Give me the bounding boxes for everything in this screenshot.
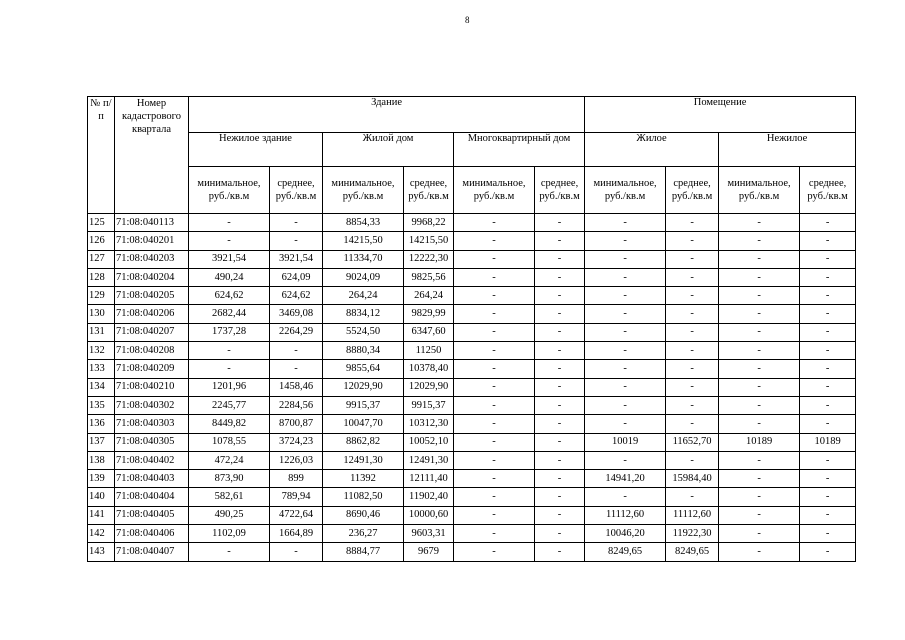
cell-nonres-building-avg: 2264,29 bbox=[270, 323, 323, 341]
cell-nonres-building-min: 2245,77 bbox=[189, 396, 270, 414]
cell-nonres-building-min: - bbox=[189, 232, 270, 250]
cell-nonres-building-avg: 624,62 bbox=[270, 287, 323, 305]
cell-nonres-premises-min: - bbox=[719, 268, 800, 286]
cell-res-house-avg: 10312,30 bbox=[404, 415, 454, 433]
cell-num: 126 bbox=[88, 232, 115, 250]
table-row bbox=[88, 250, 856, 268]
cell-res-premises-min: - bbox=[585, 232, 666, 250]
cell-res-house-min: 11392 bbox=[323, 470, 404, 488]
cell-nonres-premises-avg: - bbox=[800, 451, 856, 469]
cell-res-house-avg: 9679 bbox=[404, 543, 454, 561]
cell-nonres-building-min: - bbox=[189, 342, 270, 360]
header-min: минимальное, руб./кв.м bbox=[323, 167, 404, 214]
cell-nonres-premises-avg: - bbox=[800, 415, 856, 433]
cell-nonres-building-min: 490,24 bbox=[189, 268, 270, 286]
cell-nonres-premises-min: - bbox=[719, 342, 800, 360]
cell-num: 142 bbox=[88, 525, 115, 543]
cell-nonres-building-min: 582,61 bbox=[189, 488, 270, 506]
cell-num: 131 bbox=[88, 323, 115, 341]
cell-cadastral-quarter: 71:08:040207 bbox=[115, 323, 189, 341]
table-row bbox=[88, 232, 856, 250]
header-nonresidential-building: Нежилое здание bbox=[189, 133, 323, 167]
cell-nonres-premises-min: - bbox=[719, 543, 800, 561]
header-avg: среднее, руб./кв.м bbox=[535, 167, 585, 214]
cell-cadastral-quarter: 71:08:040302 bbox=[115, 396, 189, 414]
cell-nonres-building-avg: - bbox=[270, 543, 323, 561]
cell-num: 143 bbox=[88, 543, 115, 561]
cell-res-house-min: 8690,46 bbox=[323, 506, 404, 524]
header-avg: среднее, руб./кв.м bbox=[270, 167, 323, 214]
cell-cadastral-quarter: 71:08:040403 bbox=[115, 470, 189, 488]
cell-res-house-min: 8854,33 bbox=[323, 214, 404, 232]
table-row bbox=[88, 470, 856, 488]
cell-apartment-min: - bbox=[454, 378, 535, 396]
cell-cadastral-quarter: 71:08:040201 bbox=[115, 232, 189, 250]
cell-res-house-min: 9855,64 bbox=[323, 360, 404, 378]
cell-apartment-min: - bbox=[454, 360, 535, 378]
cell-res-premises-avg: 15984,40 bbox=[666, 470, 719, 488]
cell-nonres-premises-min: - bbox=[719, 250, 800, 268]
cell-nonres-building-min: 490,25 bbox=[189, 506, 270, 524]
table-row bbox=[88, 323, 856, 341]
cell-apartment-avg: - bbox=[535, 470, 585, 488]
cell-apartment-avg: - bbox=[535, 232, 585, 250]
cell-res-house-min: 11082,50 bbox=[323, 488, 404, 506]
cell-res-premises-min: 11112,60 bbox=[585, 506, 666, 524]
header-min: минимальное, руб./кв.м bbox=[585, 167, 666, 214]
cell-apartment-min: - bbox=[454, 396, 535, 414]
cell-nonres-building-min: 8449,82 bbox=[189, 415, 270, 433]
cell-apartment-avg: - bbox=[535, 342, 585, 360]
cell-apartment-min: - bbox=[454, 323, 535, 341]
cell-res-premises-min: - bbox=[585, 214, 666, 232]
cell-cadastral-quarter: 71:08:040303 bbox=[115, 415, 189, 433]
cell-num: 133 bbox=[88, 360, 115, 378]
cell-apartment-min: - bbox=[454, 287, 535, 305]
cell-nonres-premises-min: 10189 bbox=[719, 433, 800, 451]
cell-cadastral-quarter: 71:08:040404 bbox=[115, 488, 189, 506]
cell-cadastral-quarter: 71:08:040204 bbox=[115, 268, 189, 286]
cell-nonres-premises-min: - bbox=[719, 214, 800, 232]
cadastral-value-table bbox=[87, 96, 856, 562]
cell-cadastral-quarter: 71:08:040208 bbox=[115, 342, 189, 360]
cell-res-house-avg: 9603,31 bbox=[404, 525, 454, 543]
cell-apartment-min: - bbox=[454, 305, 535, 323]
cell-res-premises-avg: - bbox=[666, 378, 719, 396]
cell-cadastral-quarter: 71:08:040407 bbox=[115, 543, 189, 561]
table-row bbox=[88, 268, 856, 286]
cell-apartment-min: - bbox=[454, 506, 535, 524]
cell-res-premises-min: - bbox=[585, 342, 666, 360]
cell-res-premises-avg: - bbox=[666, 250, 719, 268]
cell-res-premises-min: 14941,20 bbox=[585, 470, 666, 488]
cell-apartment-min: - bbox=[454, 488, 535, 506]
cell-apartment-avg: - bbox=[535, 287, 585, 305]
header-num: № п/п bbox=[88, 97, 115, 214]
cell-res-house-min: 9024,09 bbox=[323, 268, 404, 286]
cell-res-premises-min: - bbox=[585, 323, 666, 341]
table-row bbox=[88, 360, 856, 378]
cell-nonres-building-avg: 1664,89 bbox=[270, 525, 323, 543]
cell-res-house-avg: 6347,60 bbox=[404, 323, 454, 341]
cell-nonres-building-avg: 1226,03 bbox=[270, 451, 323, 469]
cell-nonres-building-avg: 3469,08 bbox=[270, 305, 323, 323]
cell-res-premises-avg: 8249,65 bbox=[666, 543, 719, 561]
cell-res-premises-min: 10019 bbox=[585, 433, 666, 451]
cell-res-premises-avg: - bbox=[666, 396, 719, 414]
cell-res-house-min: 8834,12 bbox=[323, 305, 404, 323]
cell-num: 139 bbox=[88, 470, 115, 488]
cell-res-premises-min: - bbox=[585, 268, 666, 286]
cell-apartment-avg: - bbox=[535, 396, 585, 414]
table-header bbox=[88, 97, 856, 214]
cell-nonres-building-min: 1201,96 bbox=[189, 378, 270, 396]
cell-res-house-min: 12029,90 bbox=[323, 378, 404, 396]
cell-nonres-premises-avg: - bbox=[800, 543, 856, 561]
cell-apartment-avg: - bbox=[535, 433, 585, 451]
cell-nonres-premises-min: - bbox=[719, 360, 800, 378]
cell-apartment-avg: - bbox=[535, 360, 585, 378]
cell-res-premises-avg: - bbox=[666, 360, 719, 378]
cell-apartment-avg: - bbox=[535, 378, 585, 396]
header-min: минимальное, руб./кв.м bbox=[454, 167, 535, 214]
cell-apartment-min: - bbox=[454, 451, 535, 469]
table-row bbox=[88, 525, 856, 543]
cell-cadastral-quarter: 71:08:040209 bbox=[115, 360, 189, 378]
cell-apartment-min: - bbox=[454, 342, 535, 360]
cell-num: 137 bbox=[88, 433, 115, 451]
cell-res-house-min: 5524,50 bbox=[323, 323, 404, 341]
cell-nonres-premises-avg: - bbox=[800, 378, 856, 396]
cell-apartment-avg: - bbox=[535, 543, 585, 561]
cell-res-house-min: 236,27 bbox=[323, 525, 404, 543]
cell-res-house-min: 9915,37 bbox=[323, 396, 404, 414]
cell-apartment-min: - bbox=[454, 543, 535, 561]
cell-apartment-avg: - bbox=[535, 415, 585, 433]
cell-res-premises-min: - bbox=[585, 488, 666, 506]
header-avg: среднее, руб./кв.м bbox=[666, 167, 719, 214]
cell-apartment-avg: - bbox=[535, 525, 585, 543]
cell-num: 125 bbox=[88, 214, 115, 232]
cell-nonres-building-min: 1102,09 bbox=[189, 525, 270, 543]
cell-nonres-building-min: - bbox=[189, 543, 270, 561]
cell-res-premises-min: - bbox=[585, 451, 666, 469]
cell-res-house-avg: 10052,10 bbox=[404, 433, 454, 451]
cell-apartment-min: - bbox=[454, 433, 535, 451]
cell-nonres-building-avg: 789,94 bbox=[270, 488, 323, 506]
cell-res-house-avg: 9915,37 bbox=[404, 396, 454, 414]
cell-num: 130 bbox=[88, 305, 115, 323]
cell-nonres-premises-avg: - bbox=[800, 470, 856, 488]
cell-cadastral-quarter: 71:08:040113 bbox=[115, 214, 189, 232]
cell-nonres-building-min: - bbox=[189, 360, 270, 378]
cell-res-premises-avg: - bbox=[666, 451, 719, 469]
cell-nonres-premises-avg: - bbox=[800, 488, 856, 506]
cell-cadastral-quarter: 71:08:040305 bbox=[115, 433, 189, 451]
cell-res-house-avg: 12222,30 bbox=[404, 250, 454, 268]
header-cadastral-quarter: Номер кадастрового квартала bbox=[115, 97, 189, 214]
cell-res-premises-min: 10046,20 bbox=[585, 525, 666, 543]
cell-cadastral-quarter: 71:08:040406 bbox=[115, 525, 189, 543]
cell-cadastral-quarter: 71:08:040405 bbox=[115, 506, 189, 524]
table-row bbox=[88, 506, 856, 524]
cell-res-house-avg: 12111,40 bbox=[404, 470, 454, 488]
cell-nonres-building-avg: - bbox=[270, 232, 323, 250]
cell-num: 138 bbox=[88, 451, 115, 469]
cell-nonres-premises-avg: - bbox=[800, 323, 856, 341]
cell-nonres-premises-min: - bbox=[719, 506, 800, 524]
cell-num: 135 bbox=[88, 396, 115, 414]
cell-nonres-premises-min: - bbox=[719, 396, 800, 414]
table-row bbox=[88, 305, 856, 323]
cell-apartment-min: - bbox=[454, 470, 535, 488]
cell-nonres-building-avg: - bbox=[270, 214, 323, 232]
cell-res-premises-min: - bbox=[585, 360, 666, 378]
cell-nonres-building-min: - bbox=[189, 214, 270, 232]
header-nonresidential-premises: Нежилое bbox=[719, 133, 856, 167]
header-building: Здание bbox=[189, 97, 585, 133]
cell-res-house-avg: 10378,40 bbox=[404, 360, 454, 378]
cell-num: 141 bbox=[88, 506, 115, 524]
cell-nonres-premises-avg: - bbox=[800, 525, 856, 543]
cell-res-premises-avg: - bbox=[666, 287, 719, 305]
cell-num: 132 bbox=[88, 342, 115, 360]
cell-nonres-premises-avg: - bbox=[800, 396, 856, 414]
cell-res-house-avg: 14215,50 bbox=[404, 232, 454, 250]
cell-nonres-building-avg: 899 bbox=[270, 470, 323, 488]
cell-num: 136 bbox=[88, 415, 115, 433]
cell-res-premises-avg: - bbox=[666, 415, 719, 433]
table-row bbox=[88, 287, 856, 305]
cell-apartment-min: - bbox=[454, 415, 535, 433]
cell-apartment-min: - bbox=[454, 525, 535, 543]
cell-res-house-min: 264,24 bbox=[323, 287, 404, 305]
cell-res-premises-min: 8249,65 bbox=[585, 543, 666, 561]
cell-res-house-min: 8884,77 bbox=[323, 543, 404, 561]
cell-num: 128 bbox=[88, 268, 115, 286]
cell-res-premises-avg: 11652,70 bbox=[666, 433, 719, 451]
table-row bbox=[88, 342, 856, 360]
cell-nonres-premises-avg: - bbox=[800, 287, 856, 305]
header-premises: Помещение bbox=[585, 97, 856, 133]
header-avg: среднее, руб./кв.м bbox=[404, 167, 454, 214]
cell-res-premises-avg: - bbox=[666, 323, 719, 341]
table-body bbox=[88, 214, 856, 562]
cell-nonres-building-min: 2682,44 bbox=[189, 305, 270, 323]
table-row bbox=[88, 433, 856, 451]
cell-apartment-avg: - bbox=[535, 488, 585, 506]
cell-res-house-min: 11334,70 bbox=[323, 250, 404, 268]
cell-nonres-building-avg: 1458,46 bbox=[270, 378, 323, 396]
cell-nonres-building-min: 1078,55 bbox=[189, 433, 270, 451]
cell-num: 129 bbox=[88, 287, 115, 305]
cell-res-premises-min: - bbox=[585, 287, 666, 305]
cell-cadastral-quarter: 71:08:040210 bbox=[115, 378, 189, 396]
header-residential-premises: Жилое bbox=[585, 133, 719, 167]
cell-res-premises-min: - bbox=[585, 415, 666, 433]
header-residential-house: Жилой дом bbox=[323, 133, 454, 167]
cell-res-house-min: 8862,82 bbox=[323, 433, 404, 451]
cell-nonres-premises-min: - bbox=[719, 323, 800, 341]
cell-nonres-premises-min: - bbox=[719, 305, 800, 323]
cell-res-premises-avg: - bbox=[666, 268, 719, 286]
cell-nonres-premises-min: - bbox=[719, 378, 800, 396]
cell-res-premises-avg: - bbox=[666, 488, 719, 506]
cell-nonres-premises-avg: - bbox=[800, 305, 856, 323]
table-row bbox=[88, 543, 856, 561]
table-row bbox=[88, 396, 856, 414]
cell-apartment-avg: - bbox=[535, 506, 585, 524]
cell-nonres-premises-min: - bbox=[719, 232, 800, 250]
cell-apartment-min: - bbox=[454, 214, 535, 232]
header-avg: среднее, руб./кв.м bbox=[800, 167, 856, 214]
cell-res-premises-avg: 11922,30 bbox=[666, 525, 719, 543]
cell-nonres-building-avg: - bbox=[270, 342, 323, 360]
cell-apartment-avg: - bbox=[535, 305, 585, 323]
page-number: 8 bbox=[465, 15, 470, 25]
cell-nonres-building-min: 1737,28 bbox=[189, 323, 270, 341]
cell-nonres-premises-avg: - bbox=[800, 268, 856, 286]
cell-res-house-avg: 12491,30 bbox=[404, 451, 454, 469]
cell-nonres-building-min: 3921,54 bbox=[189, 250, 270, 268]
cell-nonres-premises-min: - bbox=[719, 451, 800, 469]
cell-res-house-avg: 10000,60 bbox=[404, 506, 454, 524]
cell-num: 127 bbox=[88, 250, 115, 268]
cell-apartment-min: - bbox=[454, 268, 535, 286]
cell-nonres-building-min: 624,62 bbox=[189, 287, 270, 305]
cell-res-premises-avg: - bbox=[666, 214, 719, 232]
table-row bbox=[88, 488, 856, 506]
cell-apartment-avg: - bbox=[535, 250, 585, 268]
cell-nonres-building-avg: - bbox=[270, 360, 323, 378]
cell-nonres-premises-avg: - bbox=[800, 506, 856, 524]
cell-nonres-building-avg: 2284,56 bbox=[270, 396, 323, 414]
cell-nonres-building-avg: 3724,23 bbox=[270, 433, 323, 451]
cell-num: 134 bbox=[88, 378, 115, 396]
cell-res-house-avg: 9968,22 bbox=[404, 214, 454, 232]
cell-nonres-premises-avg: - bbox=[800, 360, 856, 378]
cell-res-premises-avg: - bbox=[666, 232, 719, 250]
cell-nonres-premises-min: - bbox=[719, 470, 800, 488]
cell-apartment-avg: - bbox=[535, 214, 585, 232]
header-apartment-building: Многоквартирный дом bbox=[454, 133, 585, 167]
cell-res-premises-avg: 11112,60 bbox=[666, 506, 719, 524]
cell-apartment-min: - bbox=[454, 232, 535, 250]
cell-res-house-min: 12491,30 bbox=[323, 451, 404, 469]
cell-res-premises-min: - bbox=[585, 250, 666, 268]
cell-res-house-avg: 9825,56 bbox=[404, 268, 454, 286]
table-row bbox=[88, 378, 856, 396]
cell-cadastral-quarter: 71:08:040206 bbox=[115, 305, 189, 323]
cell-apartment-avg: - bbox=[535, 323, 585, 341]
cell-nonres-premises-min: - bbox=[719, 415, 800, 433]
cell-cadastral-quarter: 71:08:040402 bbox=[115, 451, 189, 469]
cell-apartment-avg: - bbox=[535, 451, 585, 469]
cell-nonres-premises-min: - bbox=[719, 525, 800, 543]
cell-nonres-premises-min: - bbox=[719, 488, 800, 506]
cell-nonres-premises-avg: 10189 bbox=[800, 433, 856, 451]
cell-nonres-building-avg: 4722,64 bbox=[270, 506, 323, 524]
cell-nonres-building-avg: 3921,54 bbox=[270, 250, 323, 268]
cell-res-house-avg: 12029,90 bbox=[404, 378, 454, 396]
cell-res-house-min: 14215,50 bbox=[323, 232, 404, 250]
cell-res-house-avg: 11902,40 bbox=[404, 488, 454, 506]
cell-cadastral-quarter: 71:08:040205 bbox=[115, 287, 189, 305]
table-row bbox=[88, 451, 856, 469]
cell-nonres-building-min: 873,90 bbox=[189, 470, 270, 488]
cell-res-house-avg: 11250 bbox=[404, 342, 454, 360]
cell-nonres-premises-min: - bbox=[719, 287, 800, 305]
cell-nonres-building-avg: 8700,87 bbox=[270, 415, 323, 433]
cell-res-house-avg: 264,24 bbox=[404, 287, 454, 305]
cell-res-premises-avg: - bbox=[666, 342, 719, 360]
cell-nonres-premises-avg: - bbox=[800, 214, 856, 232]
cell-res-house-min: 8880,34 bbox=[323, 342, 404, 360]
cell-res-house-avg: 9829,99 bbox=[404, 305, 454, 323]
cell-nonres-building-min: 472,24 bbox=[189, 451, 270, 469]
cell-cadastral-quarter: 71:08:040203 bbox=[115, 250, 189, 268]
header-min: минимальное, руб./кв.м bbox=[719, 167, 800, 214]
cell-res-premises-min: - bbox=[585, 305, 666, 323]
cell-apartment-min: - bbox=[454, 250, 535, 268]
table-row bbox=[88, 214, 856, 232]
cell-nonres-building-avg: 624,09 bbox=[270, 268, 323, 286]
cell-nonres-premises-avg: - bbox=[800, 250, 856, 268]
cell-apartment-avg: - bbox=[535, 268, 585, 286]
cell-res-premises-min: - bbox=[585, 396, 666, 414]
header-min: минимальное, руб./кв.м bbox=[189, 167, 270, 214]
cell-num: 140 bbox=[88, 488, 115, 506]
cell-res-premises-avg: - bbox=[666, 305, 719, 323]
cell-res-premises-min: - bbox=[585, 378, 666, 396]
cell-nonres-premises-avg: - bbox=[800, 342, 856, 360]
cell-nonres-premises-avg: - bbox=[800, 232, 856, 250]
cell-res-house-min: 10047,70 bbox=[323, 415, 404, 433]
table-row bbox=[88, 415, 856, 433]
